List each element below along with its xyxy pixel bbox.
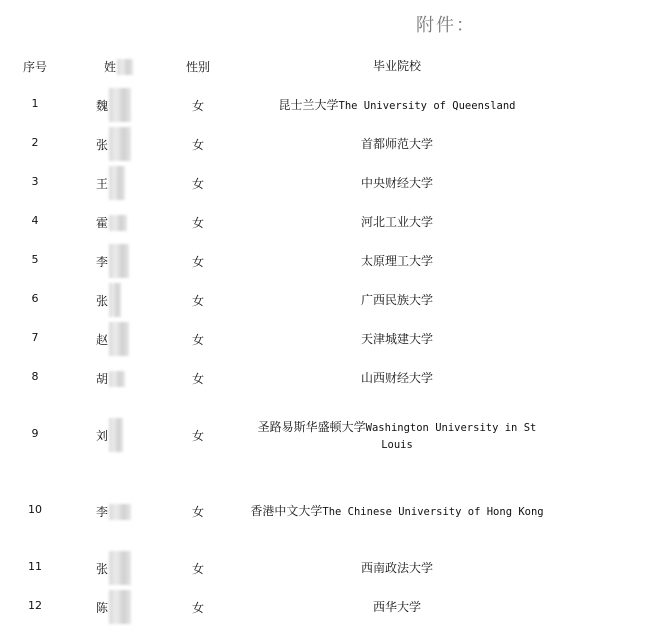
row-name-surname: 王 — [96, 176, 109, 191]
row-gender: 女 — [191, 99, 204, 113]
row-name-surname: 刘 — [96, 428, 109, 443]
row-school — [236, 214, 558, 230]
row-name-surname: 陈 — [96, 600, 109, 615]
row-school — [236, 331, 558, 347]
row-name — [90, 88, 142, 122]
redacted-blur — [109, 166, 125, 200]
row-school-cn: 太原理工大学 — [360, 254, 433, 268]
row-school-cn: 河北工业大学 — [360, 215, 433, 229]
row-gender: 女 — [191, 372, 204, 386]
row-school — [236, 175, 558, 191]
redacted-blur — [117, 59, 133, 75]
row-school-en: Washington University in St Louis — [365, 422, 537, 451]
row-name-surname: 胡 — [96, 372, 109, 386]
redacted-blur — [109, 322, 129, 356]
redacted-blur — [109, 127, 131, 161]
row-serial-number: 5 — [31, 253, 39, 266]
row-name — [90, 166, 142, 200]
row-gender: 女 — [191, 429, 204, 443]
row-school — [236, 97, 558, 114]
redacted-blur — [109, 418, 123, 452]
row-serial-number: 4 — [31, 214, 39, 227]
row-gender: 女 — [191, 216, 204, 230]
row-gender: 女 — [191, 138, 204, 152]
row-gender: 女 — [191, 294, 204, 308]
row-name-surname: 张 — [96, 293, 109, 308]
row-gender: 女 — [191, 255, 204, 269]
row-name — [90, 322, 142, 356]
row-name-surname: 张 — [96, 137, 109, 152]
row-name-surname: 魏 — [96, 98, 109, 113]
row-name — [90, 370, 142, 387]
row-name-surname: 李 — [96, 254, 109, 269]
row-gender: 女 — [191, 505, 204, 519]
redacted-blur — [109, 244, 129, 278]
row-school-cn: 圣路易斯华盛顿大学 — [257, 420, 366, 434]
redacted-blur — [109, 215, 127, 231]
row-gender: 女 — [191, 601, 204, 615]
header-name — [90, 58, 142, 75]
row-serial-number: 1 — [31, 97, 39, 110]
row-school-cn: 广西民族大学 — [360, 293, 433, 307]
row-serial-number: 12 — [28, 599, 42, 612]
row-school — [236, 599, 558, 615]
row-name — [90, 590, 142, 624]
row-name-surname: 霍 — [96, 216, 109, 230]
redacted-blur — [109, 590, 131, 624]
row-serial-number: 6 — [31, 292, 39, 305]
row-school — [247, 419, 547, 453]
row-name-surname: 张 — [96, 561, 109, 576]
row-name — [90, 551, 142, 585]
row-school-cn: 香港中文大学 — [250, 504, 323, 518]
row-serial-number: 7 — [31, 331, 39, 344]
redacted-blur — [109, 88, 131, 122]
row-school-cn: 中央财经大学 — [360, 176, 433, 190]
row-name-surname: 李 — [96, 505, 109, 519]
row-school — [236, 292, 558, 308]
row-school — [236, 370, 558, 386]
row-school-cn: 昆士兰大学 — [278, 98, 339, 112]
row-school-cn: 首都师范大学 — [360, 137, 433, 151]
row-serial-number: 8 — [31, 370, 39, 383]
header-name-label: 姓 — [104, 60, 117, 74]
row-name — [90, 283, 142, 317]
header-gender: 性别 — [185, 60, 210, 74]
header-serial-number: 序号 — [22, 60, 47, 74]
row-name — [90, 127, 142, 161]
row-serial-number: 9 — [31, 427, 39, 440]
redacted-blur — [109, 283, 121, 317]
row-serial-number: 10 — [28, 503, 42, 516]
row-name — [90, 503, 142, 520]
redacted-blur — [109, 371, 125, 387]
row-name — [90, 244, 142, 278]
row-school — [236, 253, 558, 269]
redacted-blur — [109, 551, 131, 585]
row-school — [236, 136, 558, 152]
row-school-cn: 西华大学 — [372, 600, 421, 614]
row-name — [90, 214, 142, 231]
row-serial-number: 3 — [31, 175, 39, 188]
row-school — [236, 503, 558, 520]
row-school-en: The Chinese University of Hong Kong — [322, 506, 544, 518]
row-school-cn: 西南政法大学 — [360, 561, 433, 575]
row-name — [90, 418, 142, 452]
row-gender: 女 — [191, 333, 204, 347]
redacted-blur — [109, 504, 131, 520]
attachment-title: 附件： — [416, 15, 476, 36]
row-school — [236, 560, 558, 576]
row-school-cn: 山西财经大学 — [360, 371, 433, 385]
row-serial-number: 11 — [28, 560, 42, 573]
row-school-en: The University of Queensland — [338, 100, 516, 112]
row-serial-number: 2 — [31, 136, 39, 149]
row-name-surname: 赵 — [96, 332, 109, 347]
row-gender: 女 — [191, 562, 204, 576]
row-gender: 女 — [191, 177, 204, 191]
header-school: 毕业院校 — [372, 59, 421, 73]
row-school-cn: 天津城建大学 — [360, 332, 433, 346]
